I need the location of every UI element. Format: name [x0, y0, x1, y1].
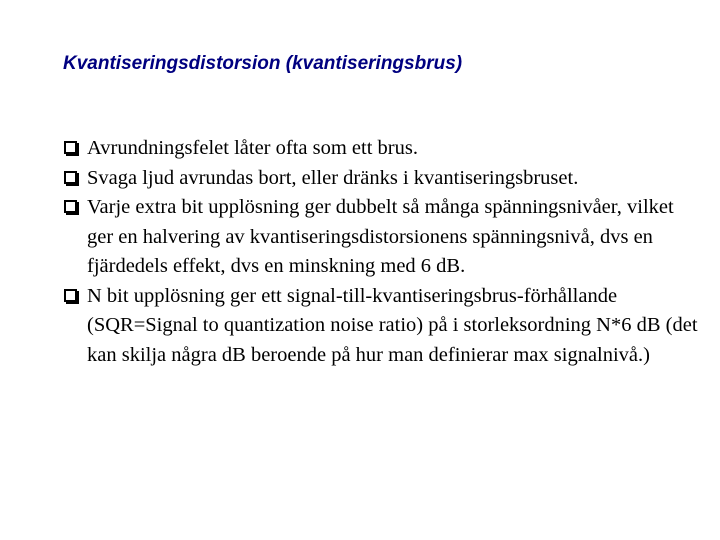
bullet-item	[63, 134, 703, 164]
slide-title: Kvantiseringsdistorsion (kvantiseringsbrus)	[63, 53, 463, 74]
bullet-item	[63, 282, 703, 371]
bullet-text: Varje extra bit upplösning ger dubbelt så många spänningsnivåer, vilket ger en halvering av kvantiseringsdistorsionens spänningsnivå, dvs en fjärdedels effekt, dvs en minskning med 6 dB.	[87, 196, 674, 277]
bullet-text: Svaga ljud avrundas bort, eller dränks i kvantiseringsbruset.	[87, 166, 579, 189]
box-bullet-icon	[64, 289, 77, 302]
box-bullet-icon	[64, 141, 77, 154]
bullet-list	[63, 134, 703, 370]
box-bullet-icon	[64, 200, 77, 213]
bullet-item	[63, 193, 703, 282]
bullet-text: Avrundningsfelet låter ofta som ett brus.	[87, 137, 418, 159]
bullet-text: N bit upplösning ger ett signal-till-kvantiseringsbrus-förhållande (SQR=Signal to quantization noise ratio) på i storleksordning N*6 dB (det kan skilja några dB beroende på hur man definierar max signalnivå.)	[87, 284, 698, 366]
bullet-item	[63, 164, 703, 194]
box-bullet-icon	[64, 171, 77, 184]
